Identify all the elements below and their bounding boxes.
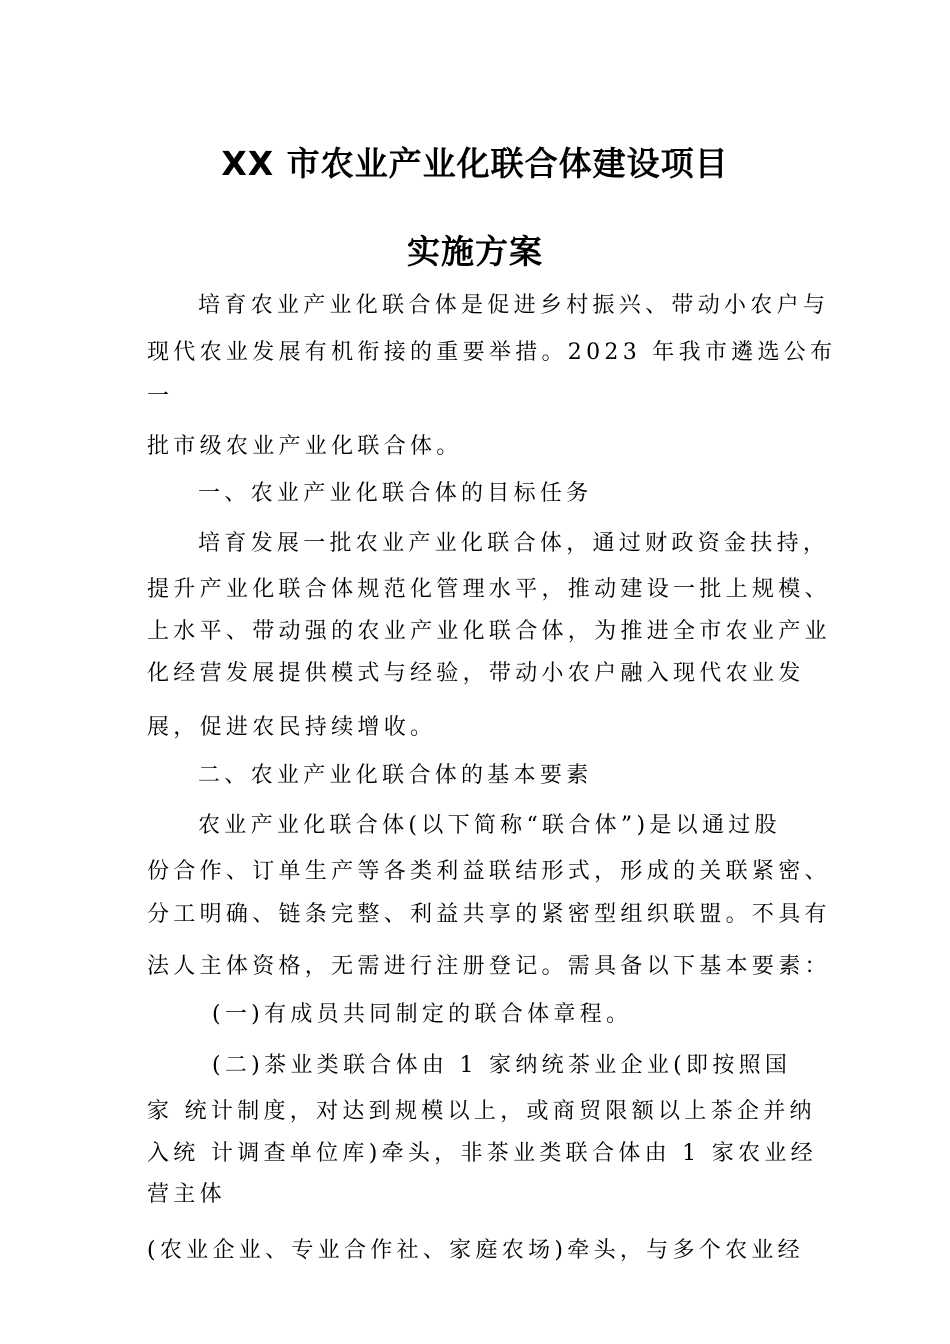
paragraph-line: 批市级农业产业化联合体。 [147, 434, 463, 459]
paragraph-line: 展，促进农民持续增收。 [147, 715, 437, 740]
section-heading: 二、农业产业化联合体的基本要素 [198, 763, 593, 788]
list-item: (二)茶业类联合体由 1 家纳统茶业企业(即按照国 [212, 1053, 792, 1078]
paragraph-line: 营主体 [147, 1182, 226, 1207]
document-title-line-1: XX 市农业产业化联合体建设项目 [221, 144, 729, 183]
section-heading: 一、农业产业化联合体的目标任务 [198, 481, 593, 506]
paragraph-line: 提升产业化联合体规范化管理水平，推动建设一批上规模、 [147, 577, 831, 602]
list-item: (一)有成员共同制定的联合体章程。 [212, 1002, 633, 1027]
paragraph-line: 法人主体资格，无需进行注册登记。需具备以下基本要素： [147, 954, 831, 979]
paragraph-line: 分工明确、链条完整、利益共享的紧密型组织联盟。不具有 [147, 902, 831, 927]
paragraph-line: (农业企业、专业合作社、家庭农场)牵头，与多个农业经 [147, 1238, 804, 1263]
paragraph-line: 化经营发展提供模式与经验，带动小农户融入现代农业发 [147, 661, 805, 686]
paragraph-line: 培育农业产业化联合体是促进乡村振兴、带动小农户与 [198, 293, 830, 318]
paragraph-line: 入统 计调查单位库)牵头，非茶业类联合体由 1 家农业经 [147, 1141, 817, 1166]
paragraph-line: 家 统计制度，对达到规模以上，或商贸限额以上茶企并纳 [147, 1099, 816, 1124]
paragraph-line: 份合作、订单生产等各类利益联结形式，形成的关联紧密、 [147, 859, 831, 884]
paragraph-line: 一 [147, 384, 174, 409]
paragraph-line: 培育发展一批农业产业化联合体，通过财政资金扶持， [198, 531, 830, 556]
document-title-line-2: 实施方案 [407, 232, 543, 271]
paragraph-line: 现代农业发展有机衔接的重要举措。2023 年我市遴选公布 [147, 340, 837, 365]
paragraph-line: 农业产业化联合体(以下简称“联合体”)是以通过股 [198, 813, 781, 838]
paragraph-line: 上水平、带动强的农业产业化联合体，为推进全市农业产业 [147, 619, 831, 644]
